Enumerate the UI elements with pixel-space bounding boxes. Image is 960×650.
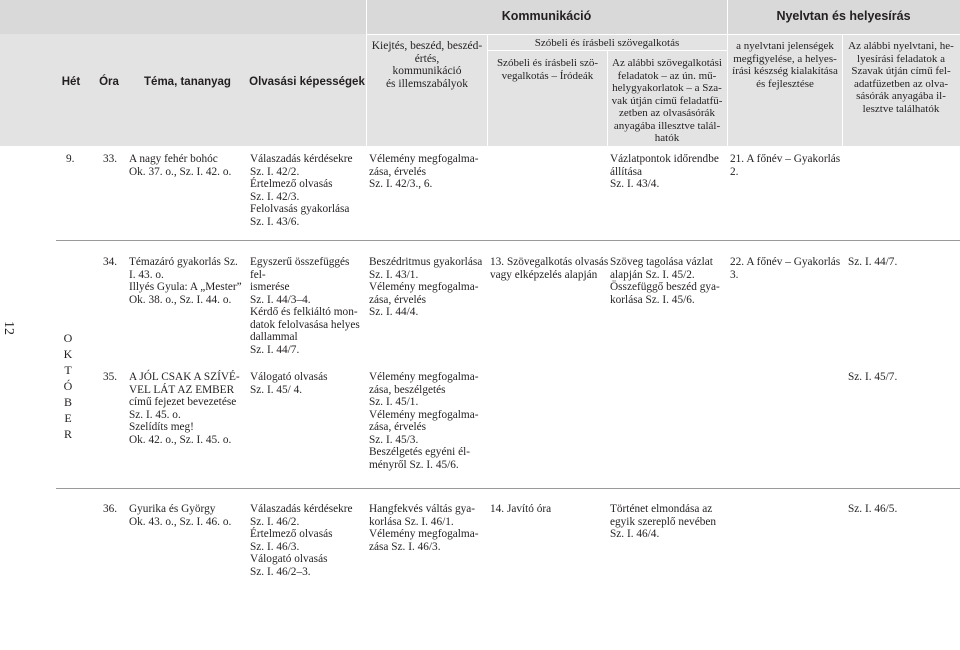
- row-kiejtes: Vélemény megfogalma- zása, beszélgetés Sz. I. 45/1. Vélemény megfogalma- zása, érvelés Sz. I. 45/3. Beszélgetés egyéni él- ményről Sz. I. 45/6.: [369, 371, 479, 471]
- row-alabbi: Sz. I. 44/7.: [848, 256, 898, 268]
- row-het: 9.: [66, 153, 75, 165]
- row-olvasasi: Egyszerű összefüggés fel- ismerése Sz. I. 44/3–4. Kérdő és felkiáltó mon- datok felolvasása helyes dallammal Sz. I. 44/7.: [250, 256, 360, 356]
- header-szobeli-group: Szóbeli és írásbeli szövegalkotás: [534, 37, 680, 49]
- row-kiejtes: Beszédritmus gyakorlása Sz. I. 43/1. Vélemény megfogalma- zása, érvelés Sz. I. 44/4.: [369, 256, 483, 318]
- header-group-communication: Kommunikáció: [501, 9, 592, 23]
- row-ora: 35.: [103, 371, 118, 383]
- row-alabbi: Sz. I. 46/5.: [848, 503, 898, 515]
- row-nyelvtani: 22. A főnév – Gyakorlás 3.: [730, 256, 841, 281]
- row-alabbi: Sz. I. 45/7.: [848, 371, 898, 383]
- header-ora: Óra: [99, 76, 119, 88]
- row-ora: 36.: [103, 503, 118, 515]
- row-szobeli2: Vázlatpontok időrendbe állítása Sz. I. 43/4.: [610, 153, 719, 190]
- row-tema: Gyurika és György Ok. 43. o., Sz. I. 46. o.: [129, 503, 232, 528]
- header-alabbi: Az alábbi nyelvtani, he- lyesírási feladatok a Szavak útján című fel- adatfüzetben az olva- sásórák anyagába il- lesztve találhatók: [848, 40, 954, 115]
- row-tema: Témazáró gyakorlás Sz. I. 43. o. Illyés Gyula: A „Mester” Ok. 38. o., Sz. I. 44. o.: [129, 256, 242, 306]
- row-szobeli2: Történet elmondása az egyik szereplő nevében Sz. I. 46/4.: [610, 503, 717, 540]
- row-szobeli1: 13. Szövegalkotás olvasás vagy elképzelés alapján: [490, 256, 609, 281]
- header-tema: Téma, tananyag: [144, 76, 231, 88]
- row-olvasasi: Válogató olvasás Sz. I. 45/ 4.: [250, 371, 328, 396]
- row-nyelvtani: 21. A főnév – Gyakorlás 2.: [730, 153, 841, 178]
- row-ora: 33.: [103, 153, 118, 165]
- page-number: 12: [1, 321, 16, 335]
- row-szobeli1: 14. Javító óra: [490, 503, 552, 515]
- row-ora: 34.: [103, 256, 118, 268]
- header-nyelvtani: a nyelvtani jelenségek megfigyelése, a helyes- írási készség kialakítása és fejlesztése: [732, 40, 838, 90]
- header-group-grammar: Nyelvtan és helyesírás: [776, 9, 911, 23]
- row-separator: [56, 488, 960, 489]
- header-szobeli-sub1: Szóbeli és írásbeli szö- vegalkotás – Íródeák: [496, 57, 599, 82]
- row-tema: A nagy fehér bohóc Ok. 37. o., Sz. I. 42. o.: [129, 153, 232, 178]
- row-separator: [56, 240, 960, 241]
- header-szobeli-sub2: Az alábbi szövegalkotási feladatok – az ún. mű- helygyakorlatok – a Sza- vak útján című feladatfü- zetben az olvasásórák anyagába illesztve talál- hatók: [611, 57, 723, 144]
- month-label: O K T Ó B E R: [63, 331, 73, 441]
- row-kiejtes: Hangfekvés váltás gya- korlása Sz. I. 46/1. Vélemény megfogalma- zása Sz. I. 46/3.: [369, 503, 479, 553]
- row-szobeli2: Szöveg tagolása vázlat alapján Sz. I. 45/2. Összefüggő beszéd gya- korlása Sz. I. 45/6.: [610, 256, 720, 306]
- header-kiejtes: Kiejtés, beszéd, beszéd- értés, kommunikáció és illemszabályok: [371, 40, 483, 90]
- row-olvasasi: Válaszadás kérdésekre Sz. I. 42/2. Értelmező olvasás Sz. I. 42/3. Felolvasás gyakorlása Sz. I. 43/6.: [250, 153, 353, 228]
- header-olvasasi: Olvasási képességek: [249, 76, 365, 88]
- row-tema: A JÓL CSAK A SZÍVÉ- VEL LÁT AZ EMBER című fejezet bevezetése Sz. I. 45. o. Szelídíts meg! Ok. 42. o., Sz. I. 45. o.: [129, 371, 240, 446]
- row-kiejtes: Vélemény megfogalma- zása, érvelés Sz. I. 42/3., 6.: [369, 153, 479, 190]
- header-het: Hét: [61, 76, 81, 88]
- row-olvasasi: Válaszadás kérdésekre Sz. I. 46/2. Értelmező olvasás Sz. I. 46/3. Válogató olvasás Sz. I. 46/2–3.: [250, 503, 353, 578]
